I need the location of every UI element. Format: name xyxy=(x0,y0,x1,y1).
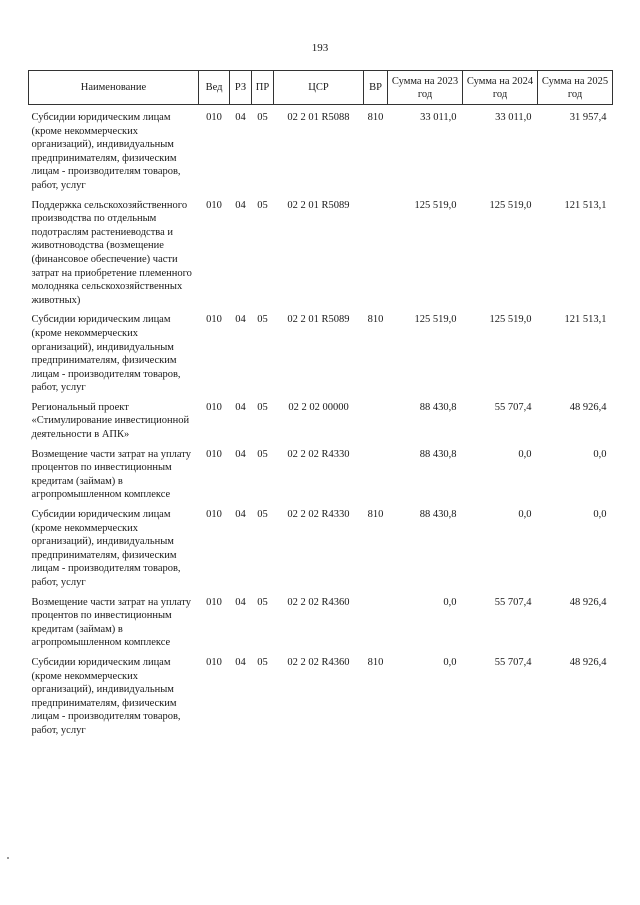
row-vr xyxy=(364,590,388,650)
row-pr: 05 xyxy=(257,401,268,413)
row-sum-2025: 0,0 xyxy=(593,509,607,521)
header-ved: Вед xyxy=(199,71,230,105)
row-pr: 05 xyxy=(257,112,268,123)
row-sum-2023: 88 430,8 xyxy=(419,401,457,413)
scan-speck xyxy=(7,857,9,859)
row-name: Субсидии юридическим лицам (кроме некоммерческих организаций), индивидуальным предпринимателям, физическим лицам - производителям товаров, работ, услуг xyxy=(31,112,181,191)
row-csr: 02 2 01 R5089 xyxy=(287,199,350,211)
row-rz: 04 xyxy=(235,596,246,608)
row-sum-2024: 0,0 xyxy=(518,509,532,521)
row-rz: 04 xyxy=(235,656,246,668)
row-vr xyxy=(364,193,388,308)
row-name: Субсидии юридическим лицам (кроме некоммерческих организаций), индивидуальным предпринимателям, физическим лицам - производителям товаров, работ, услуг xyxy=(31,656,181,736)
table-row xyxy=(29,395,613,442)
header-rz: РЗ xyxy=(230,71,252,105)
row-sum-2025: 121 513,1 xyxy=(564,199,607,211)
row-name: Возмещение части затрат на уплату процентов по инвестиционным кредитам (займам) в агропромышленном комплексе xyxy=(31,448,191,501)
row-rz: 04 xyxy=(235,401,246,413)
row-name: Субсидии юридическим лицам (кроме некоммерческих организаций), индивидуальным предпринимателям, физическим лицам - производителям товаров, работ, услуг xyxy=(31,314,181,394)
row-pr: 05 xyxy=(257,199,268,211)
row-sum-2024: 0,0 xyxy=(518,448,532,460)
table-row xyxy=(29,193,613,308)
table-header-row xyxy=(29,71,613,105)
row-ved: 010 xyxy=(206,112,222,123)
row-vr xyxy=(364,395,388,442)
header-pr: ПР xyxy=(252,71,274,105)
row-sum-2024: 33 011,0 xyxy=(495,112,532,123)
table-row xyxy=(29,307,613,395)
table-row xyxy=(29,650,613,738)
row-pr: 05 xyxy=(257,656,268,668)
table-row xyxy=(29,105,613,193)
row-pr: 05 xyxy=(257,509,268,521)
row-sum-2023: 88 430,8 xyxy=(419,448,457,460)
row-sum-2025: 31 957,4 xyxy=(569,112,607,123)
row-csr: 02 2 02 R4360 xyxy=(287,596,350,608)
row-pr: 05 xyxy=(257,448,268,460)
row-sum-2024: 125 519,0 xyxy=(489,314,532,326)
table-row xyxy=(29,442,613,502)
row-ved: 010 xyxy=(206,314,222,326)
row-sum-2023: 88 430,8 xyxy=(419,509,457,521)
row-sum-2024: 55 707,4 xyxy=(494,401,532,413)
row-ved: 010 xyxy=(206,596,222,608)
header-vr: ВР xyxy=(364,71,388,105)
row-sum-2025: 48 926,4 xyxy=(569,596,607,608)
row-sum-2023: 125 519,0 xyxy=(414,314,457,326)
row-name: Поддержка сельскохозяйственного производства по отдельным подотраслям растениеводства и животноводства (возмещение (финансовое обеспечение) части затрат на приобретение племенного молодняка сельскохозяйственных животных) xyxy=(31,199,192,306)
page-number: 193 xyxy=(311,42,329,54)
row-name: Региональный проект «Стимулирование инвестиционной деятельности в АПК» xyxy=(31,401,190,441)
row-sum-2025: 48 926,4 xyxy=(569,656,607,668)
budget-table xyxy=(28,70,613,738)
row-ved: 010 xyxy=(206,401,222,413)
row-sum-2023: 0,0 xyxy=(443,596,457,608)
header-sum-2024: Сумма на 2024 год xyxy=(463,71,538,105)
row-vr: 810 xyxy=(367,112,384,123)
row-pr: 05 xyxy=(257,314,268,326)
row-sum-2025: 48 926,4 xyxy=(569,401,607,413)
row-rz: 04 xyxy=(235,314,246,326)
row-sum-2023: 33 011,0 xyxy=(420,112,457,123)
row-vr: 810 xyxy=(367,314,384,326)
row-sum-2023: 0,0 xyxy=(443,656,457,668)
row-rz: 04 xyxy=(235,509,246,521)
row-pr: 05 xyxy=(257,596,268,608)
row-csr: 02 2 02 R4360 xyxy=(287,656,350,668)
row-sum-2025: 0,0 xyxy=(593,448,607,460)
header-sum-2023: Сумма на 2023 год xyxy=(388,71,463,105)
header-csr: ЦСР xyxy=(274,71,364,105)
header-sum-2025: Сумма на 2025 год xyxy=(538,71,613,105)
row-vr: 810 xyxy=(367,656,384,668)
row-name: Субсидии юридическим лицам (кроме некоммерческих организаций), индивидуальным предпринимателям, физическим лицам - производителям товаров, работ, услуг xyxy=(31,509,181,588)
table-row xyxy=(29,502,613,590)
row-rz: 04 xyxy=(235,112,246,123)
row-rz: 04 xyxy=(235,448,246,460)
header-name: Наименование xyxy=(29,71,199,105)
row-vr: 810 xyxy=(367,509,384,521)
row-ved: 010 xyxy=(206,509,222,521)
row-csr: 02 2 02 00000 xyxy=(288,401,349,413)
row-csr: 02 2 01 R5088 xyxy=(287,112,350,123)
row-sum-2024: 125 519,0 xyxy=(489,199,532,211)
row-name: Возмещение части затрат на уплату процентов по инвестиционным кредитам (займам) в агропромышленном комплексе xyxy=(31,596,191,649)
row-ved: 010 xyxy=(206,656,222,668)
row-sum-2023: 125 519,0 xyxy=(414,199,457,211)
row-ved: 010 xyxy=(206,199,222,211)
row-rz: 04 xyxy=(235,199,246,211)
table-row xyxy=(29,590,613,650)
row-ved: 010 xyxy=(206,448,222,460)
row-sum-2024: 55 707,4 xyxy=(494,596,532,608)
row-csr: 02 2 01 R5089 xyxy=(287,314,350,326)
row-csr: 02 2 02 R4330 xyxy=(287,448,350,460)
row-vr xyxy=(364,442,388,502)
row-csr: 02 2 02 R4330 xyxy=(287,509,350,521)
row-sum-2024: 55 707,4 xyxy=(494,656,532,668)
row-sum-2025: 121 513,1 xyxy=(564,314,607,326)
